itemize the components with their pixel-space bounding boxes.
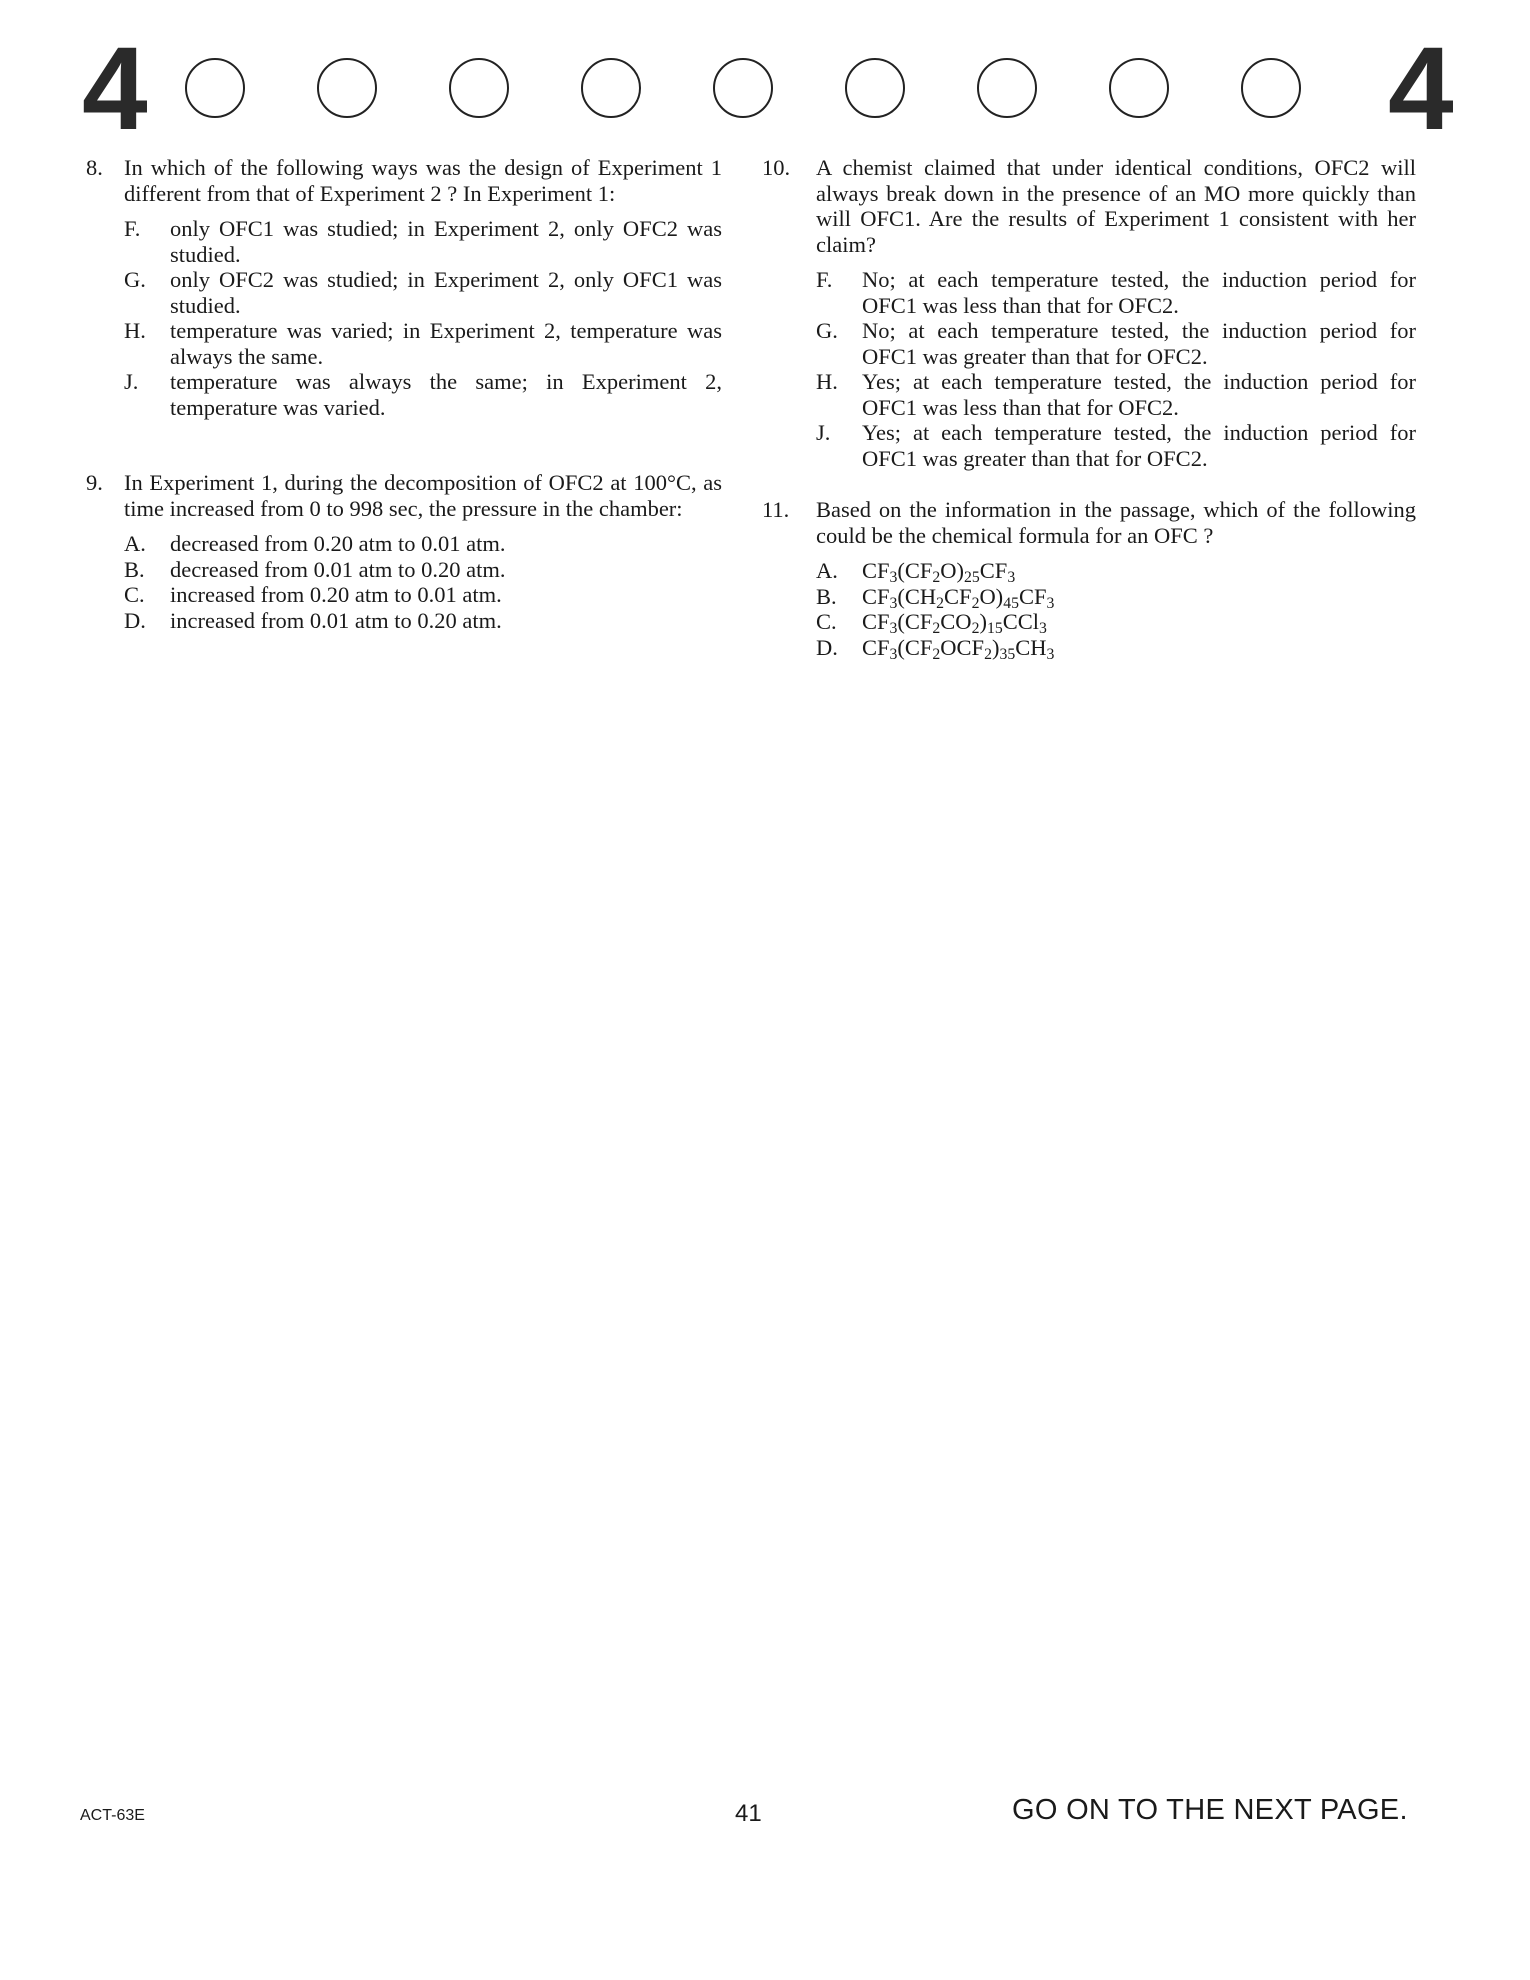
option-letter: F. — [124, 216, 141, 241]
chemical-formula: $CF_3(CF_2OCF_2)_{35}CH_3$ — [862, 634, 1055, 663]
option-letter: J. — [816, 420, 831, 445]
option-letter: G. — [124, 267, 146, 292]
answer-option-h[interactable] — [124, 318, 722, 369]
answer-option-j[interactable] — [816, 420, 1416, 471]
option-text: Yes; at each temperature tested, the induction period for OFC1 was less than that for OFC2. — [862, 369, 1416, 420]
option-letter: A. — [816, 558, 838, 583]
section-number-right: 4 — [1388, 23, 1454, 155]
question-stem: A chemist claimed that under identical conditions, OFC2 will always break down in the presence of an MO more quickly than will OFC1. Are the results of Experiment 1 consistent with her claim? — [816, 155, 1416, 257]
option-text: temperature was always the same; in Experiment 2, temperature was varied. — [170, 369, 722, 420]
question-stem: In Experiment 1, during the decomposition of OFC2 at 100°C, as time increased from 0 to 998 sec, the pressure in the chamber: — [124, 470, 722, 521]
header-circle-icon — [977, 58, 1037, 118]
question-number: 9. — [86, 470, 103, 495]
answer-option-h[interactable] — [816, 369, 1416, 420]
option-text: Yes; at each temperature tested, the induction period for OFC1 was greater than that for OFC2. — [862, 420, 1416, 471]
header-circle-icon — [581, 58, 641, 118]
answer-option-d[interactable] — [124, 608, 722, 634]
answer-options — [86, 216, 722, 420]
left-column — [86, 155, 722, 633]
answer-option-b[interactable] — [816, 584, 1416, 610]
option-letter: A. — [124, 531, 146, 556]
header-circle-icon — [1241, 58, 1301, 118]
page-number: 41 — [735, 1800, 762, 1827]
answer-option-j[interactable] — [124, 369, 722, 420]
header-circle-icon — [185, 58, 245, 118]
option-letter: F. — [816, 267, 833, 292]
next-page-notice: GO ON TO THE NEXT PAGE. — [1012, 1794, 1408, 1826]
option-letter: D. — [124, 607, 146, 633]
answer-option-g[interactable] — [816, 318, 1416, 369]
option-letter: J. — [124, 369, 139, 394]
option-letter: C. — [124, 582, 145, 607]
answer-option-c[interactable] — [816, 609, 1416, 635]
answer-option-a[interactable] — [816, 558, 1416, 584]
chemical-formula: $CF_3(CF_2CO_2)_{15}CCl_3$ — [862, 609, 1047, 637]
answer-options — [770, 267, 1416, 471]
right-column — [762, 155, 1416, 663]
question-number: 11. — [762, 497, 790, 522]
question-stem: Based on the information in the passage, which of the following could be the chemical formula for an OFC ? — [816, 497, 1416, 548]
form-code: ACT-63E — [80, 1807, 145, 1824]
question-stem: In which of the following ways was the design of Experiment 1 different from that of Experiment 2 ? In Experiment 1: — [124, 155, 722, 206]
option-text: temperature was varied; in Experiment 2, temperature was always the same. — [170, 318, 722, 369]
answer-option-c[interactable] — [124, 582, 722, 608]
option-text: increased from 0.20 atm to 0.01 atm. — [170, 582, 502, 607]
option-text: No; at each temperature tested, the induction period for OFC1 was less than that for OFC2. — [862, 267, 1416, 318]
option-letter: D. — [816, 634, 838, 660]
answer-options — [86, 531, 722, 633]
option-text: No; at each temperature tested, the induction period for OFC1 was greater than that for OFC2. — [862, 318, 1416, 369]
header-circle-icon — [713, 58, 773, 118]
header-circle-icon — [317, 58, 377, 118]
answer-option-f[interactable] — [816, 267, 1416, 318]
answer-options — [770, 558, 1416, 663]
section-header — [0, 0, 1530, 155]
option-letter: H. — [816, 369, 838, 394]
option-text: only OFC2 was studied; in Experiment 2, only OFC1 was studied. — [170, 267, 722, 318]
option-letter: C. — [816, 609, 837, 634]
option-letter: B. — [816, 583, 837, 609]
chemical-formula: $CF_3(CH_2CF_2O)_{45}CF_3$ — [862, 583, 1055, 612]
question-8 — [86, 155, 722, 206]
option-text: increased from 0.01 atm to 0.20 atm. — [170, 607, 502, 633]
option-letter: G. — [816, 318, 838, 343]
chemical-formula: $CF_3(CF_2O)_{25}CF_3$ — [862, 558, 1016, 586]
question-number: 8. — [86, 155, 103, 180]
option-text: only OFC1 was studied; in Experiment 2, only OFC2 was studied. — [170, 216, 722, 267]
header-circle-icon — [449, 58, 509, 118]
question-11 — [762, 497, 1416, 548]
section-number-left: 4 — [82, 23, 148, 155]
header-circle-icon — [1109, 58, 1169, 118]
answer-option-d[interactable] — [816, 635, 1416, 661]
answer-option-b[interactable] — [124, 557, 722, 583]
option-text: decreased from 0.01 atm to 0.20 atm. — [170, 556, 506, 582]
option-letter: H. — [124, 318, 146, 343]
question-number: 10. — [762, 155, 791, 180]
header-circle-icon — [845, 58, 905, 118]
option-letter: B. — [124, 556, 145, 582]
question-9 — [86, 470, 722, 521]
option-text: decreased from 0.20 atm to 0.01 atm. — [170, 531, 506, 556]
answer-option-f[interactable] — [124, 216, 722, 267]
question-10 — [762, 155, 1416, 257]
answer-option-g[interactable] — [124, 267, 722, 318]
answer-option-a[interactable] — [124, 531, 722, 557]
